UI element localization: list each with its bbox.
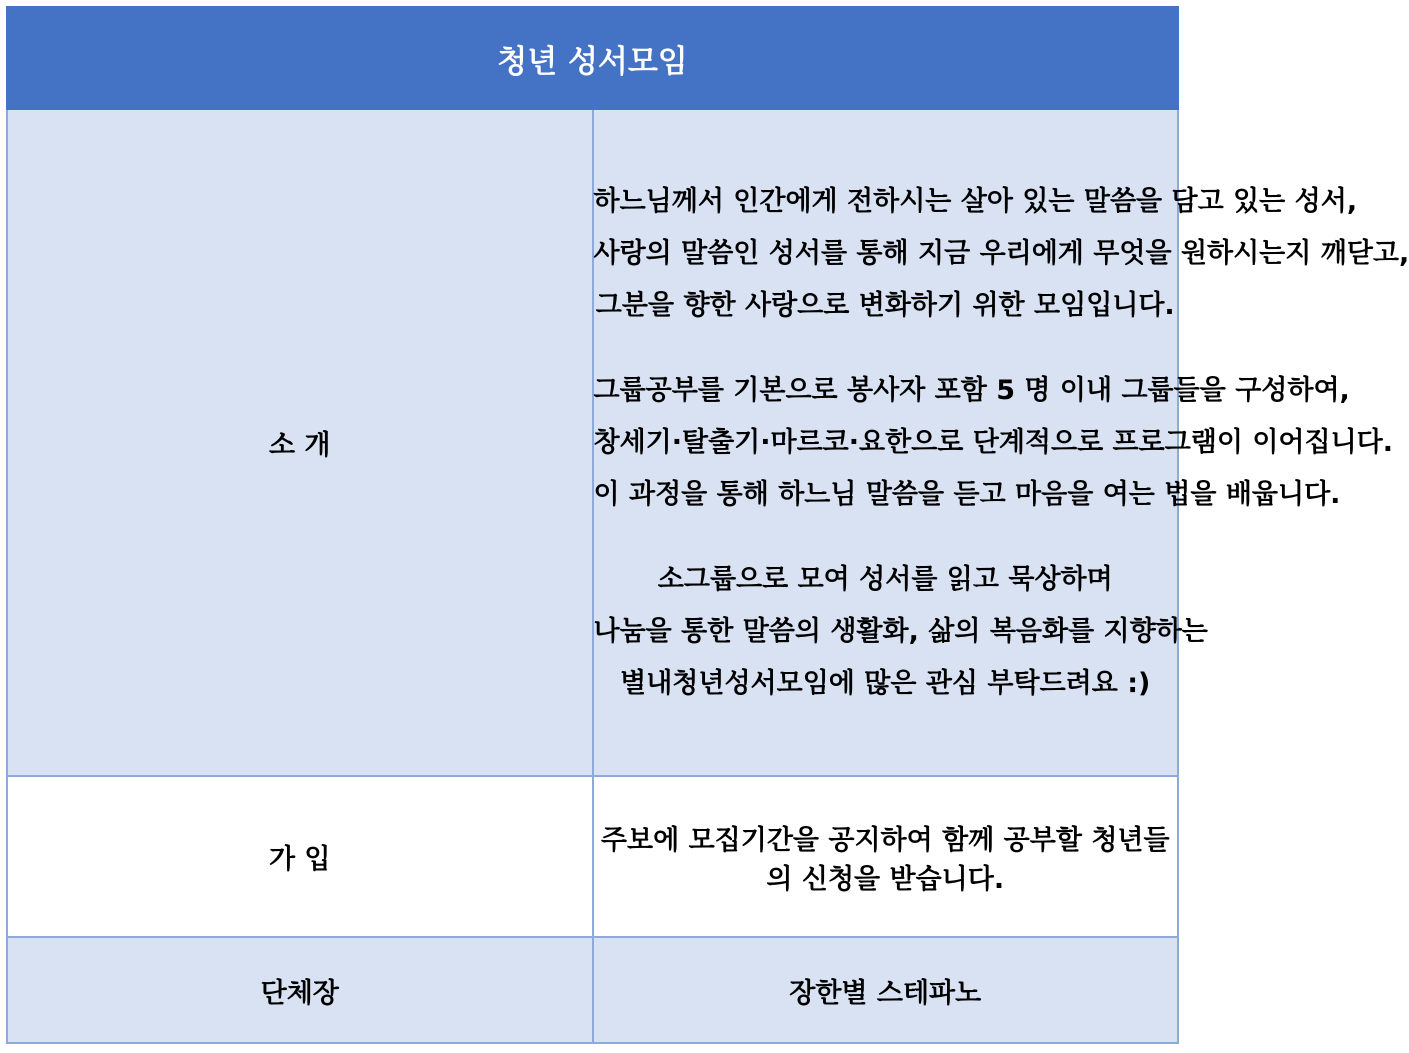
intro-line: 하느님께서 인간에게 전하시는 살아 있는 말씀을 담고 있는 성서, [593, 185, 1358, 217]
intro-line: 그분을 향한 사랑으로 변화하기 위한 모임입니다. [595, 289, 1175, 321]
intro-line: 나눔을 통한 말씀의 생활화, 삶의 복음화를 지향하는 [593, 615, 1208, 647]
title-row [7, 7, 1178, 109]
intro-line: 창세기·탈출기·마르코·요한으로 단계적으로 프로그램이 이어집니다. [593, 426, 1394, 458]
join-label: 가 입 [7, 776, 593, 937]
table-title: 청년 성서모임 [7, 7, 1178, 109]
leader-label: 단체장 [7, 937, 593, 1043]
intro-line: 소그룹으로 모여 성서를 읽고 묵상하며 [657, 563, 1113, 595]
intro-row [7, 109, 1178, 776]
leader-row [7, 937, 1178, 1043]
intro-line: 그룹공부를 기본으로 봉사자 포함 5 명 이내 그룹들을 구성하여, [593, 374, 1350, 406]
intro-line: 사랑의 말씀인 성서를 통해 지금 우리에게 무엇을 원하시는지 깨닫고, [593, 237, 1409, 269]
join-row [7, 776, 1178, 937]
intro-paragraph-3 [593, 554, 1208, 710]
intro-label: 소 개 [7, 109, 593, 776]
intro-line: 별내청년성서모임에 많은 관심 부탁드려요 :) [620, 667, 1151, 699]
intro-paragraph-2 [593, 365, 1394, 521]
join-content: 주보에 모집기간을 공지하여 함께 공부할 청년들의 신청을 받습니다. [593, 776, 1179, 937]
leader-name: 장한별 스테파노 [593, 937, 1179, 1043]
intro-content [593, 109, 1409, 776]
intro-paragraph-1 [593, 176, 1409, 332]
group-info-table [6, 6, 1409, 1044]
intro-line: 이 과정을 통해 하느님 말씀을 듣고 마음을 여는 법을 배웁니다. [593, 478, 1341, 510]
